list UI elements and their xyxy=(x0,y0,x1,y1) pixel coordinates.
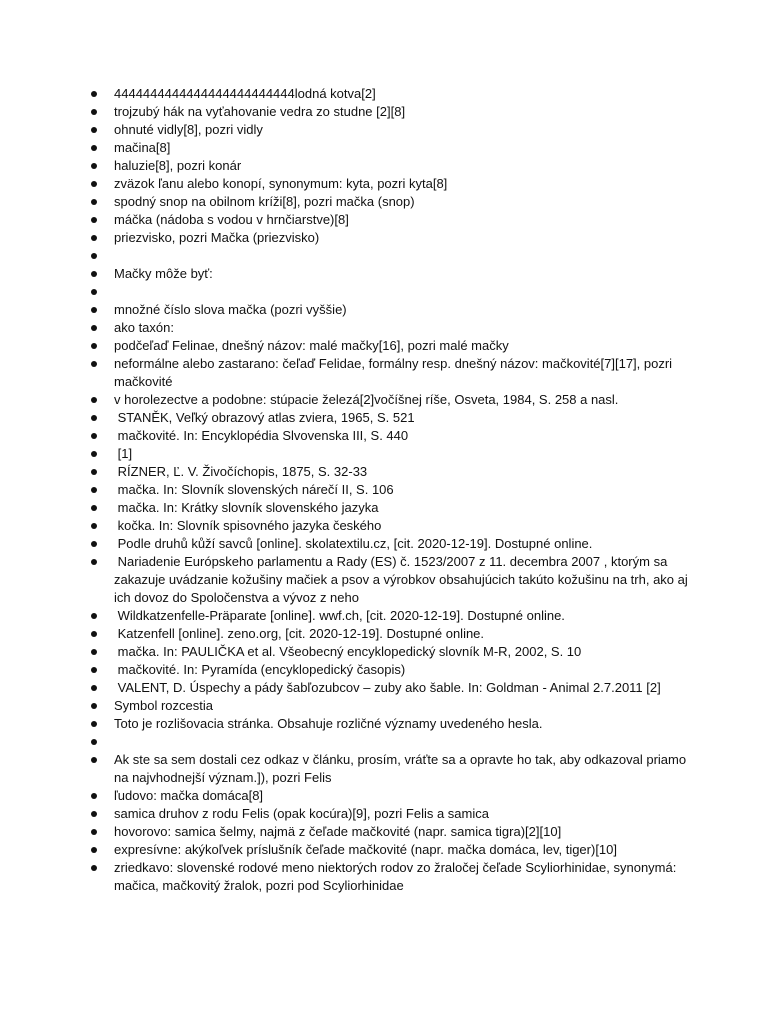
list-item xyxy=(88,463,688,481)
list-item-text xyxy=(114,247,688,265)
bullet-icon xyxy=(91,469,97,475)
list-item xyxy=(88,139,688,157)
list-item xyxy=(88,175,688,193)
list-item xyxy=(88,715,688,733)
bullet-icon xyxy=(91,703,97,709)
list-item xyxy=(88,535,688,553)
list-item-text: ako taxón: xyxy=(114,320,174,335)
list-item-text: ľudovo: mačka domáca[8] xyxy=(114,788,264,803)
bullet-icon xyxy=(91,829,97,835)
bullet-icon xyxy=(91,793,97,799)
list-item xyxy=(88,301,688,319)
bullet-icon xyxy=(91,487,97,493)
list-item-text: množné číslo slova mačka (pozri vyššie) xyxy=(114,302,347,317)
list-item-text: RÍZNER, Ľ. V. Živočíchopis, 1875, S. 32-33 xyxy=(114,464,368,479)
list-item-text: Nariadenie Európskeho parlamentu a Rady (ES) č. 1523/2007 z 11. decembra 2007 , ktorým sa zakazuje uvádzanie kožušiny mačiek a psov a výrobkov obsahujúcich takúto kožušinu na trh, ako aj ich dovoz do Spoločenstva a vývoz z neho xyxy=(114,554,692,605)
bullet-icon xyxy=(91,505,97,511)
list-item xyxy=(88,445,688,463)
bullet-list xyxy=(88,85,692,895)
bullet-icon xyxy=(91,865,97,871)
bullet-icon xyxy=(91,289,97,295)
bullet-icon xyxy=(91,145,97,151)
list-item-text: Ak ste sa sem dostali cez odkaz v článku, prosím, vráťte sa a opravte ho tak, aby odkazoval priamo na najvhodnejší význam.]), pozri Felis xyxy=(114,752,690,785)
list-item-text: ohnuté vidly[8], pozri vidly xyxy=(114,122,263,137)
list-item xyxy=(88,265,688,283)
list-item xyxy=(88,697,688,715)
list-item xyxy=(88,733,688,751)
list-item-text: hovorovo: samica šelmy, najmä z čeľade mačkovité (napr. samica tigra)[2][10] xyxy=(114,824,562,839)
list-item-text xyxy=(114,733,688,751)
bullet-icon xyxy=(91,253,97,259)
bullet-icon xyxy=(91,271,97,277)
list-item-text: STANĚK, Veľký obrazový atlas zviera, 1965, S. 521 xyxy=(114,410,415,425)
bullet-icon xyxy=(91,541,97,547)
list-item xyxy=(88,679,688,697)
bullet-icon xyxy=(91,433,97,439)
list-item-text: mačka. In: Slovník slovenských nárečí II, S. 106 xyxy=(114,482,394,497)
list-item xyxy=(88,103,688,121)
list-item xyxy=(88,787,688,805)
list-item-text: mačka. In: Krátky slovník slovenského jazyka xyxy=(114,500,379,515)
bullet-icon xyxy=(91,235,97,241)
list-item-text: trojzubý hák na vyťahovanie vedra zo studne [2][8] xyxy=(114,104,406,119)
bullet-icon xyxy=(91,361,97,367)
list-item xyxy=(88,859,688,895)
list-item-text: priezvisko, pozri Mačka (priezvisko) xyxy=(114,230,320,245)
list-item-text: kočka. In: Slovník spisovného jazyka českého xyxy=(114,518,382,533)
list-item xyxy=(88,553,692,607)
bullet-icon xyxy=(91,343,97,349)
list-item xyxy=(88,319,688,337)
bullet-icon xyxy=(91,325,97,331)
list-item xyxy=(88,193,688,211)
list-item xyxy=(88,499,688,517)
bullet-icon xyxy=(91,667,97,673)
list-item-text: v horolezectve a podobne: stúpacie železá[2]vočíšnej ríše, Osveta, 1984, S. 258 a nasl. xyxy=(114,392,619,407)
list-item-text: neformálne alebo zastarano: čeľaď Felidae, formálny resp. dnešný názov: mačkovité[7][17], pozri mačkovité xyxy=(114,356,676,389)
list-item-text: mačkovité. In: Encyklopédia Slvovenska III, S. 440 xyxy=(114,428,409,443)
bullet-icon xyxy=(91,721,97,727)
list-item xyxy=(88,409,688,427)
bullet-icon xyxy=(91,685,97,691)
list-item xyxy=(88,247,688,265)
list-item xyxy=(88,355,688,391)
list-item xyxy=(88,823,688,841)
bullet-icon xyxy=(91,847,97,853)
list-item-text: spodný snop na obilnom kríži[8], pozri mačka (snop) xyxy=(114,194,415,209)
list-item xyxy=(88,805,688,823)
list-item-text: Toto je rozlišovacia stránka. Obsahuje rozličné významy uvedeného hesla. xyxy=(114,716,543,731)
list-item-text: máčka (nádoba s vodou v hrnčiarstve)[8] xyxy=(114,212,349,227)
list-item xyxy=(88,283,688,301)
bullet-icon xyxy=(91,613,97,619)
list-item xyxy=(88,625,688,643)
list-item-text: haluzie[8], pozri konár xyxy=(114,158,242,173)
list-item-text: podčeľaď Felinae, dnešný názov: malé mačky[16], pozri malé mačky xyxy=(114,338,509,353)
list-item-text: mačina[8] xyxy=(114,140,171,155)
list-item xyxy=(88,211,688,229)
bullet-icon xyxy=(91,217,97,223)
bullet-icon xyxy=(91,199,97,205)
list-item xyxy=(88,391,688,409)
bullet-icon xyxy=(91,127,97,133)
list-item xyxy=(88,229,688,247)
bullet-icon xyxy=(91,181,97,187)
bullet-icon xyxy=(91,451,97,457)
list-item xyxy=(88,481,688,499)
list-item-text: VALENT, D. Úspechy a pády šabľozubcov – zuby ako šable. In: Goldman - Animal 2.7.2011 [2] xyxy=(114,680,661,695)
bullet-icon xyxy=(91,631,97,637)
bullet-icon xyxy=(91,811,97,817)
list-item-text: mačka. In: PAULIČKA et al. Všeobecný encyklopedický slovník M-R, 2002, S. 10 xyxy=(114,644,582,659)
list-item xyxy=(88,157,688,175)
bullet-icon xyxy=(91,415,97,421)
list-item-text: samica druhov z rodu Felis (opak kocúra)[9], pozri Felis a samica xyxy=(114,806,489,821)
list-item xyxy=(88,517,688,535)
list-item-text: mačkovité. In: Pyramída (encyklopedický časopis) xyxy=(114,662,406,677)
bullet-icon xyxy=(91,109,97,115)
list-item-text: 4444444444444444444444444lodná kotva[2] xyxy=(114,86,376,101)
bullet-icon xyxy=(91,91,97,97)
bullet-icon xyxy=(91,739,97,745)
bullet-icon xyxy=(91,163,97,169)
list-item-text: Wildkatzenfelle-Präparate [online]. wwf.ch, [cit. 2020-12-19]. Dostupné online. xyxy=(114,608,565,623)
list-item xyxy=(88,121,688,139)
bullet-icon xyxy=(91,757,97,763)
list-item-text xyxy=(114,283,688,301)
list-item xyxy=(88,607,688,625)
list-item xyxy=(88,337,688,355)
list-item xyxy=(88,751,688,787)
bullet-icon xyxy=(91,649,97,655)
bullet-icon xyxy=(91,523,97,529)
list-item-text: [1] xyxy=(114,446,133,461)
list-item-text: Katzenfell [online]. zeno.org, [cit. 2020-12-19]. Dostupné online. xyxy=(114,626,485,641)
bullet-icon xyxy=(91,559,97,565)
list-item-text: Symbol rozcestia xyxy=(114,698,213,713)
list-item-text: Podle druhů kůží savců [online]. skolatextilu.cz, [cit. 2020-12-19]. Dostupné online. xyxy=(114,536,593,551)
list-item xyxy=(88,643,688,661)
list-item-text: zriedkavo: slovenské rodové meno niektorých rodov zo žraločej čeľade Scyliorhinidae, synonymá: mačica, mačkovitý žralok, pozri pod Scyliorhinidae xyxy=(114,860,680,893)
list-item-text: zväzok ľanu alebo konopí, synonymum: kyta, pozri kyta[8] xyxy=(114,176,448,191)
list-item xyxy=(88,841,688,859)
list-item xyxy=(88,427,688,445)
list-item-text: Mačky môže byť: xyxy=(114,266,213,281)
list-item xyxy=(88,661,688,679)
bullet-icon xyxy=(91,307,97,313)
list-item xyxy=(88,85,688,103)
list-item-text: expresívne: akýkoľvek príslušník čeľade mačkovité (napr. mačka domáca, lev, tiger)[10] xyxy=(114,842,618,857)
bullet-icon xyxy=(91,397,97,403)
